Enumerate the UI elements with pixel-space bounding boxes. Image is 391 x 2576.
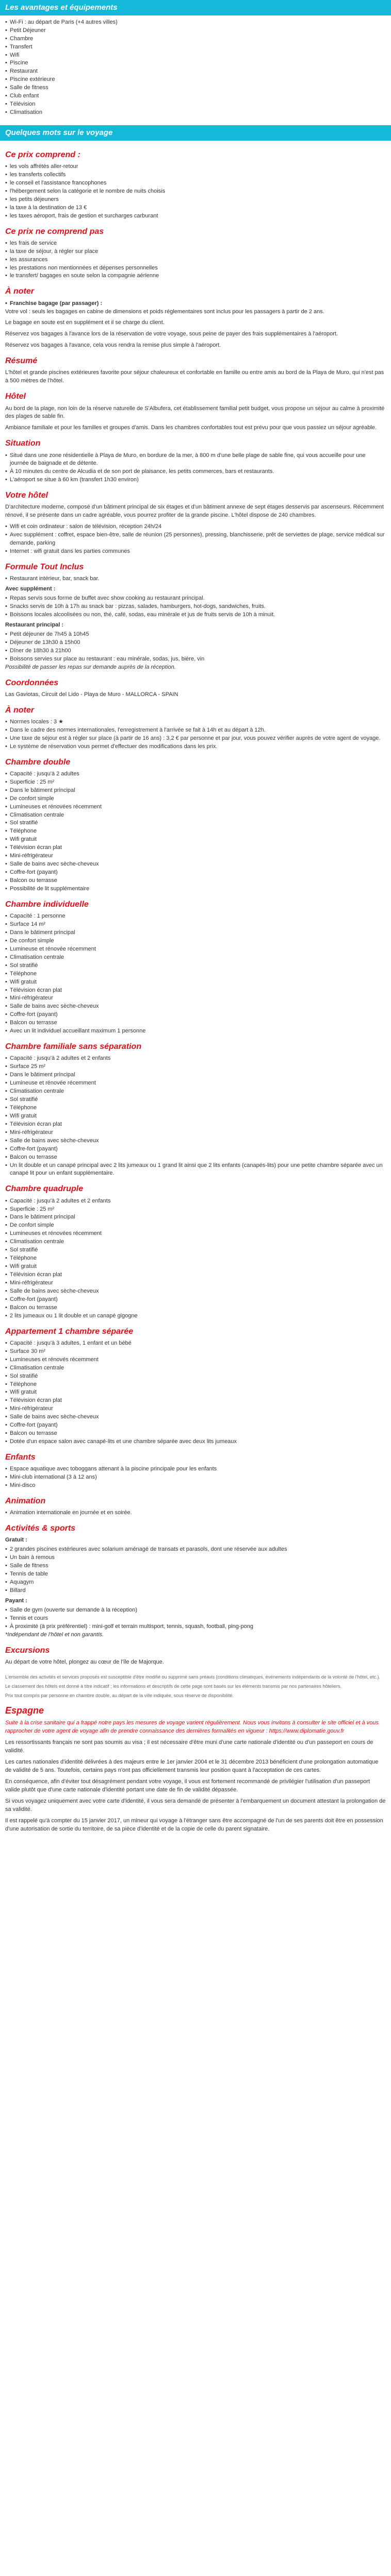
list-item: • Un bain à remous [5,1554,386,1562]
espagne-title: Espagne [5,1705,44,1716]
list-item: • Coffre-fort (payant) [5,1296,386,1304]
list-item: • Dans le bâtiment principal [5,1213,386,1222]
list-item: • L'aéroport se situe à 60 km (transfert 1h30 environ) [5,476,386,484]
list-item: • Capacité : jusqu'à 2 adultes et 2 enfants [5,1055,386,1063]
list-item: • 2 lits jumeaux ou 1 lit double et un canapé gigogne [5,1312,386,1320]
list-item: • Wifi gratuit [5,836,386,844]
list-item: • Wifi gratuit [5,1112,386,1121]
formule-supp-title: Avec supplément : [5,586,56,592]
list-item: • Télévision écran plat [5,987,386,995]
list-item: • Tennis de table [5,1570,386,1579]
activites-paid-list [5,1606,386,1631]
list-item: • Normes locales : 3 ★ [5,718,386,726]
list-item: • Balcon ou terrasse [5,1430,386,1438]
list-item: • Coffre-fort (payant) [5,1011,386,1019]
list-item: • Déjeuner de 13h30 à 15h00 [5,639,386,647]
list-item: • Dans le cadre des normes internationales, l'enregistrement à l'arrivée se fait à 14h et au départ à 12h. [5,726,386,735]
list-item: • De confort simple [5,937,386,945]
list-item: • Dîner de 18h30 à 21h00 [5,647,386,655]
list-item: • Salle de gym (ouverte sur demande à la réception) [5,1606,386,1615]
paragraph: Réservez vos bagages à l'avance, cela vous rendra la remise plus simple à l'aéroport. [5,342,221,349]
list-item: • les frais de service [5,240,386,248]
chambre-quad-title: Chambre quadruple [5,1184,84,1194]
formule-title: Formule Tout Inclus [5,563,84,572]
list-item: • Balcon ou terrasse [5,1154,386,1162]
a-noter2-list [5,718,386,751]
list-item: • Franchise bagage (par passager) : [5,300,386,308]
list-item: • Téléphone [5,1381,386,1389]
formule-note: Possibilité de passer les repas sur demande auprès de la réception. [5,664,176,670]
list-item: • Capacité : jusqu'à 2 adultes et 2 enfants [5,1197,386,1206]
list-item: • Lumineuse et rénovée récemment [5,945,386,954]
list-item: • Dans le bâtiment principal [5,929,386,937]
prix-pas-list [5,240,386,281]
list-item: • Capacité : jusqu'à 3 adultes, 1 enfant et un bébé [5,1340,386,1348]
chambre-familiale-title: Chambre familiale sans séparation [5,1042,142,1052]
equipement-item: • Piscine [5,59,386,67]
list-item: • Sol stratifié [5,1246,386,1255]
list-item: • Salle de bains avec sèche-cheveux [5,1413,386,1421]
list-item: • Superficie : 25 m² [5,1206,386,1214]
animation-title: Animation [5,1497,46,1505]
equipement-item: • Transfert [5,43,386,52]
activites-title: Activités & sports [5,1524,76,1533]
equipement-item: • Club enfant [5,92,386,100]
list-item: • Wifi et coin ordinateur : salon de télévision, réception 24h/24 [5,523,386,531]
paragraph: Réservez vos bagages à l'avance lors de la réservation de votre voyage, sous peine de payer des frais supplémentaires à l'aéroport. [5,331,338,337]
list-item: • Balcon ou terrasse [5,877,386,885]
list-item: • Mini-réfrigérateur [5,1405,386,1413]
paragraph: Le bagage en soute est en supplément et il se charge du client. [5,319,165,326]
list-item: • le conseil et l'assistance francophones [5,179,386,188]
list-item: • Climatisation centrale [5,1364,386,1372]
list-item: • Télévision écran plat [5,1271,386,1279]
list-item: • Internet : wifi gratuit dans les parties communes [5,548,386,556]
chambre-familiale-list [5,1055,386,1178]
list-item: • la taxe de séjour, à régler sur place [5,248,386,256]
list-item: • Possibilité de lit supplémentaire [5,885,386,893]
equipements-section [0,15,391,121]
list-item: • Mini-réfrigérateur [5,994,386,1003]
a-noter-list [5,300,386,308]
list-item: • Salle de bains avec sèche-cheveux [5,1137,386,1145]
prix-comprend-title: Ce prix comprend : [5,150,80,159]
list-item: • Dans le bâtiment principal [5,787,386,795]
list-item: • Lumineuses et rénovés récemment [5,1356,386,1364]
activites-note: *Indépendant de l'hôtel et non garantis. [5,1631,104,1638]
list-item: • Salle de bains avec sèche-cheveux [5,1003,386,1011]
list-item: • Surface 25 m² [5,1063,386,1071]
list-item: • Télévision écran plat [5,1397,386,1405]
list-item: • le transfert/ bagages en soute selon la compagnie aérienne [5,272,386,280]
list-item: • Wifi gratuit [5,1263,386,1271]
list-item: • Surface 30 m² [5,1348,386,1356]
list-item: • Avec un lit individuel accueillant maximum 1 personne [5,1027,386,1036]
list-item: • Sol stratifié [5,819,386,827]
equipement-item: • Chambre [5,35,386,43]
list-item: • Mini-disco [5,1482,386,1490]
equipements-list [5,19,386,117]
activites-free-title: Gratuit : [5,1537,27,1544]
list-item: • Salle de fitness [5,1562,386,1570]
chambre-indiv-title: Chambre individuelle [5,900,89,909]
list-item: • Sol stratifié [5,962,386,970]
list-item: • Une taxe de séjour est à régler sur place (à partir de 16 ans) : 3,2 € par personne et par jour, vous pouvez vérifier auprès de votre agent de voyage. [5,735,386,743]
activites-paid-title: Payant : [5,1597,27,1604]
list-item: • les taxes aéroport, frais de gestion et surcharges carburant [5,212,386,221]
equipements-header: Les avantages et équipements [0,0,391,15]
fineprint: L'ensemble des activités et services proposés est susceptible d'être modifié ou supprimé sans préavis (conditions climatiques, événements indépendants de la volonté de l'hôtel, etc.). [5,1674,381,1680]
list-item: • À 10 minutes du centre de Alcudia et de son port de plaisance, les petits commerces, bars et restaurants. [5,468,386,476]
hotel-title: Hôtel [5,392,26,401]
espagne-text: Les cartes nationales d'identité délivrées à des majeurs entre le 1er janvier 2004 et le 31 décembre 2013 bénéficient d'une prolongation automatique de validité de 5 ans. Toutefois, certains pays n'ont pas officiellement transmis leur position quant à l'acceptation de ces cartes. [5,1758,379,1773]
prix-comprend-list [5,163,386,221]
excursions-title: Excursions [5,1646,50,1655]
list-item: • Billard [5,1587,386,1595]
list-item: • Coffre-fort (payant) [5,1421,386,1430]
list-item: • Wifi gratuit [5,1388,386,1397]
list-item: • Télévision écran plat [5,844,386,852]
list-item: • les petits déjeuners [5,196,386,204]
equipement-item: • Wifi [5,52,386,60]
list-item: • les prestations non mentionnées et dépenses personnelles [5,264,386,273]
list-item: • Salle de bains avec sèche-cheveux [5,860,386,869]
details-section [0,141,391,1841]
list-item: • De confort simple [5,795,386,803]
list-item: • Climatisation centrale [5,1238,386,1246]
list-item: • Téléphone [5,827,386,836]
list-item: • Snacks servis de 10h à 17h au snack bar : pizzas, salades, hamburgers, hot-dogs, sandwiches, fruits. [5,603,386,611]
list-item: • Téléphone [5,1104,386,1112]
list-item: • Balcon ou terrasse [5,1304,386,1312]
list-item: • l'hébergement selon la catégorie et le nombre de nuits choisis [5,188,386,196]
votre-hotel-text: D'architecture moderne, composé d'un bâtiment principal de six étages et d'un bâtiment annexe de sept étages desservis par ascenseurs. Récemment rénové, il se présente dans un cadre agréable, vous pourrez profiter de la grande piscine. L'hôtel dispose de 240 chambres. [5,504,384,519]
list-item: • Superficie : 25 m² [5,778,386,787]
appartement-title: Appartement 1 chambre séparée [5,1327,134,1336]
list-item: • Coffre-fort (payant) [5,869,386,877]
list-item: • Sol stratifié [5,1372,386,1381]
equipement-item: • Wi-Fi : au départ de Paris (+4 autres villes) [5,19,386,27]
list-item: • Un lit double et un canapé principal avec 2 lits jumeaux ou 1 grand lit ainsi que 2 lits enfants (canapés-lits) pour une petite chambre séparée avec un canapé lit pour un enfant supplémentaire. [5,1162,386,1178]
list-item: • À proximité (à prix préférentiel) : mini-golf et terrain multisport, tennis, squash, football, ping-pong [5,1623,386,1631]
list-item: • Mini-réfrigérateur [5,1279,386,1287]
coordonnees-title: Coordonnées [5,678,59,687]
espagne-text: Il est rappelé qu'à compter du 15 janvier 2017, un mineur qui voyage à l'étranger sans être accompagné de l'un de ses parents doit être en possession d'une autorisation de sortie du territoire, de sa pièce d'identité et de la copie de celle du parent signataire. [5,1817,383,1832]
list-item: • Mini-réfrigérateur [5,1129,386,1137]
espagne-alert: Suite à la crise sanitaire qui a frappé notre pays les mesures de voyage varient régulièrement. Nous vous invitons à consulter le site officiel et à vous rapprocher de votre agent de voyage afin de prendre connaissance des dernières formalités en vigueur : https://www.diplomatie.gouv.fr [5,1720,379,1735]
list-item: • Avec supplément : coffret, espace bien-être, salle de réunion (25 personnes), pressing, blanchisserie, prêt de serviettes de plage, service médical sur demande, parking [5,531,386,548]
appartement-list [5,1340,386,1446]
list-item: • Climatisation centrale [5,811,386,820]
equipement-item: • Télévision [5,100,386,109]
list-item: • Mini-réfrigérateur [5,852,386,860]
prix-pas-title: Ce prix ne comprend pas [5,227,104,236]
activites-free-list [5,1546,386,1595]
equipement-item: • Piscine extérieure [5,76,386,84]
list-item: • Le système de réservation vous permet d'effectuer des modifications dans les prix. [5,743,386,751]
list-item: • les assurances [5,256,386,264]
list-item: • Téléphone [5,1255,386,1263]
equipement-item: • Petit Déjeuner [5,27,386,35]
list-item: • Petit déjeuner de 7h45 à 10h45 [5,631,386,639]
chambre-quad-list [5,1197,386,1320]
list-item: • Capacité : 1 personne [5,912,386,921]
list-item: • les vols affrétés aller-retour [5,163,386,171]
coordonnees-text: Las Gaviotas, Circuit del Lido - Playa de Muro - MALLORCA - SPAIN [5,691,178,698]
list-item: • Climatisation centrale [5,1088,386,1096]
espagne-text: Les ressortissants français ne sont pas soumis au visa ; il est nécessaire d'être muni d'une carte nationale d'identité ou d'un passeport en cours de validité. [5,1739,373,1754]
votre-hotel-title: Votre hôtel [5,491,48,500]
list-item: • Dans le bâtiment principal [5,1071,386,1079]
list-item: • Salle de bains avec sèche-cheveux [5,1287,386,1296]
hotel-text: Ambiance familiale et pour les familles et groupes d'amis. Dans les chambres confortables tout est prévu pour que vous passiez un séjour agréable. [5,425,377,431]
situation-list [5,452,386,485]
list-item: • la taxe à la destination de 13 € [5,204,386,212]
list-item: • Mini-club international (3 à 12 ans) [5,1473,386,1482]
espagne-text: Si vous voyagez uniquement avec votre carte d'identité, il vous sera demandé de présenter à l'embarquement un document attestant la prolongation de sa validité. [5,1798,386,1812]
list-item: • Surface 14 m² [5,921,386,929]
list-item: • Boissons locales alcoolisées ou non, thé, café, sodas, eau minérale et jus de fruits servis de 10h à minuit. [5,611,386,619]
list-item: • Lumineuse et rénovée récemment [5,1079,386,1088]
list-item: • Tennis et cours [5,1615,386,1623]
list-item: • Climatisation centrale [5,954,386,962]
a-noter-title: À noter [5,287,34,296]
chambre-double-list [5,770,386,893]
a-noter2-title: À noter [5,705,34,715]
formule-list [5,575,386,583]
list-item: • De confort simple [5,1222,386,1230]
espagne-text: En conséquence, afin d'éviter tout désagrément pendant votre voyage, il vous est fortement recommandé de privilégier l'utilisation d'un passeport valide plutôt que d'une carte nationale d'identité portant une date de fin de validité dépassée. [5,1778,370,1793]
chambre-double-title: Chambre double [5,757,71,767]
list-item: • Lumineuses et rénovées récemment [5,803,386,811]
list-item: • Sol stratifié [5,1096,386,1104]
list-item: • Restaurant intérieur, bar, snack bar. [5,575,386,583]
list-item: • Télévision écran plat [5,1121,386,1129]
list-item: • Wifi gratuit [5,978,386,987]
list-item: • Balcon ou terrasse [5,1019,386,1027]
quelques-mots-header: Quelques mots sur le voyage [0,125,391,141]
formule-supp-list [5,595,386,619]
resume-text: L'hôtel et grande piscines extérieures favorite pour séjour chaleureux et confortable en famille ou entre amis au bord de la Playa de Muro, qui n'est pas à 500 mètres de l'hôtel. [5,369,384,384]
formule-resto-list [5,631,386,664]
list-item: • Téléphone [5,970,386,978]
equipement-item: • Restaurant [5,67,386,76]
list-item: • Boissons servies sur place au restaurant : eau minérale, sodas, jus, bière, vin [5,655,386,664]
list-item: • Situé dans une zone résidentielle à Playa de Muro, en bordure de la mer, à 800 m d'une belle plage de sable fine, qui vous accueille pour une journée de baignade et de détente. [5,452,386,468]
list-item: • Espace aquatique avec toboggans attenant à la piscine principale pour les enfants [5,1465,386,1473]
situation-title: Situation [5,439,41,448]
list-item: • Capacité : jusqu'à 2 adultes [5,770,386,778]
list-item: • Animation internationale en journée et en soirée. [5,1509,386,1517]
enfants-title: Enfants [5,1453,36,1462]
chambre-indiv-list [5,912,386,1036]
equipement-item: • Climatisation [5,109,386,117]
list-item: • 2 grandes piscines extérieures avec solarium aménagé de transats et parasols, dont une réservée aux adultes [5,1546,386,1554]
list-item: • Coffre-fort (payant) [5,1145,386,1154]
votre-hotel-list [5,523,386,556]
list-item: • Repas servis sous forme de buffet avec show cooking au restaurant principal. [5,595,386,603]
fineprint: Le classement des hôtels est donné à titre indicatif ; les informations et descriptifs de cette page sont basés sur les éléments transmis par nos partenaires hôteliers. [5,1683,341,1689]
list-item: • Dotée d'un espace salon avec canapé-lits et une chambre séparée avec deux lits jumeaux [5,1438,386,1446]
hotel-text: Au bord de la plage, non loin de la réserve naturelle de S'Albufera, cet établissement familial petit budget, vous propose un séjour au calme à proximité des plages de sable fin. [5,405,385,420]
resume-title: Résumé [5,357,38,366]
list-item: • les transferts collectifs [5,171,386,179]
paragraph: Votre vol : seuls les bagages en cabine de dimensions et poids réglementaires sont inclus pour les passagers à partir de 2 ans. [5,308,324,315]
equipement-item: • Salle de fitness [5,84,386,92]
enfants-list [5,1465,386,1490]
animation-list [5,1509,386,1517]
list-item: • Aquagym [5,1579,386,1587]
excursions-text: Au départ de votre hôtel, plongez au cœur de l'île de Majorque. [5,1658,164,1665]
list-item: • Lumineuses et rénovées récemment [5,1230,386,1238]
fineprint: Prix tout compris par personne en chambre double, au départ de la ville indiquée, sous réserve de disponibilité. [5,1692,234,1698]
formule-resto-title: Restaurant principal : [5,621,64,628]
